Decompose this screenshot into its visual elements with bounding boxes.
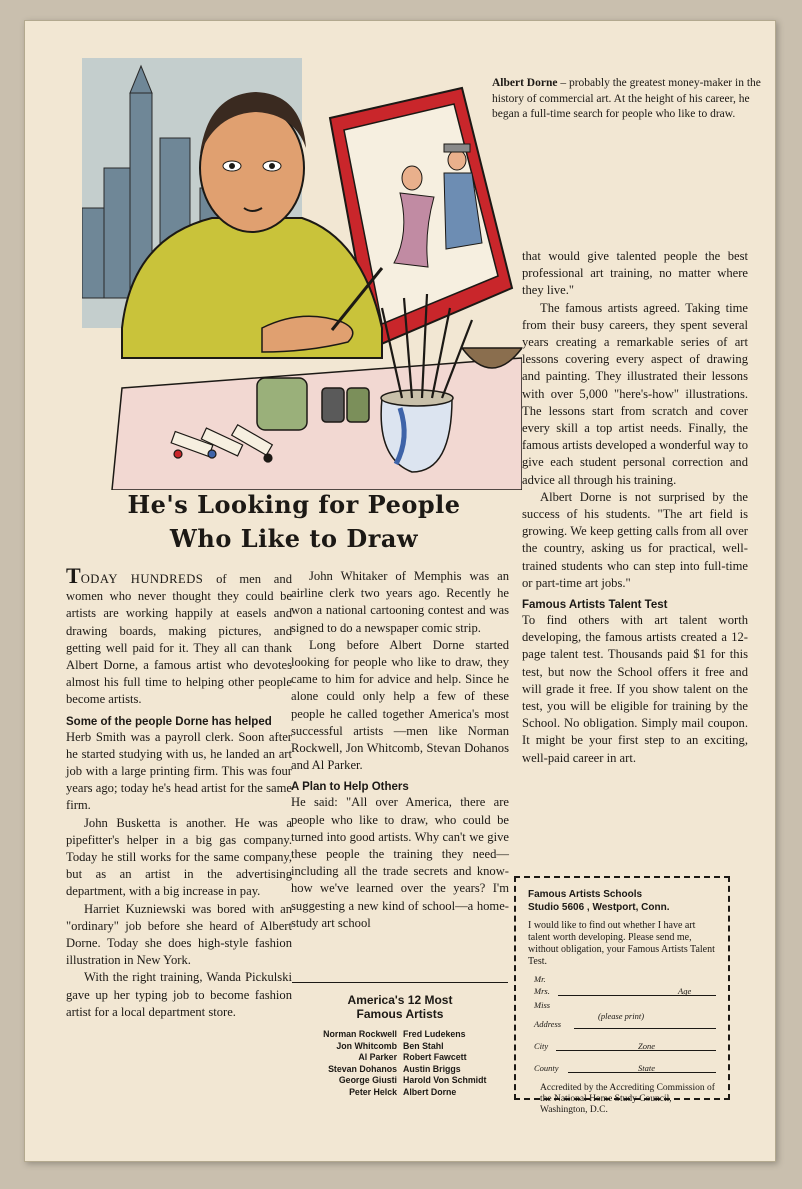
artist-illustration: [82, 58, 522, 490]
coupon-address-field[interactable]: [574, 1028, 716, 1029]
coupon-mr-label: Mr.: [534, 974, 546, 984]
intro-paragraph: [66, 563, 292, 709]
caption-name: Albert Dorne: [492, 77, 558, 89]
drop-cap: T: [66, 563, 81, 588]
paragraph-talent-test: To find others with art talent worth developing, the famous artists created a 12-page talent test. Thousands paid $1 for this test, but now the School offers it free and will grade it free. If you show talent on the test, you will be eligible for training by the School. No obligation. Simply mail coupon. It might be your first step to an exciting, well-paid career in art.: [522, 613, 748, 765]
paragraph-wanda: With the right training, Wanda Pickulski gave up her typing job to become fashion artist for a local department store.: [66, 970, 292, 1019]
paragraph-long-before: Long before Albert Dorne started looking for people who like to draw, they came to him for advice and help. Since he alone could only help a few of these people he called together America's most successful artists —men like Norman Rockwell, Jon Whitcomb, Stevan Dohanos and Al Parker.: [291, 637, 509, 773]
subheading-plan: A Plan to Help Others: [291, 781, 409, 794]
subheading-talent-test: Famous Artists Talent Test: [522, 599, 668, 612]
coupon-form: [528, 974, 716, 1075]
headline: [84, 488, 504, 556]
artist-name: Stevan Dohanos: [328, 1063, 397, 1074]
paragraph-he-said: He said: "All over America, there are people who like to draw, who could be turned into good artists. Why can't we give these people the training they need—including all the trade secrets and know-how we've learned over the years? I'm suggesting a new kind of school—a home-study art school: [291, 795, 509, 930]
coupon-city-field[interactable]: [556, 1050, 716, 1051]
coupon-city-line[interactable]: [528, 1031, 716, 1053]
coupon-header: [528, 888, 716, 914]
paragraph-not-surprised: Albert Dorne is not surprised by the success of his students. "The art field is growing. We keep getting calls from all over the country, asking us for practical, well-trained students who can step into full-time or part-time art jobs.": [522, 489, 748, 590]
magazine-page: [24, 20, 776, 1162]
coupon-state-label: State: [638, 1063, 655, 1073]
coupon-county-field[interactable]: [568, 1072, 716, 1073]
headline-line-2: Who Like to Draw: [169, 524, 419, 553]
coupon-mrs-label: Mrs.: [534, 986, 550, 996]
coupon-county-line[interactable]: [528, 1053, 716, 1075]
artist-name: Norman Rockwell: [323, 1029, 397, 1039]
coupon-request-text: I would like to find out whether I have art talent worth developing. Please send me, without obligation, your Famous Artists Talent Test.: [528, 920, 715, 967]
paragraph-john-busketta: John Busketta is another. He was a pipefitter's helper in a big gas company. Today he still works for the same company, but as an artist in the advertising department, with a big increase in pay.: [66, 815, 292, 899]
coupon-zone-label: Zone: [638, 1041, 655, 1051]
paragraph-artists-agreed: The famous artists agreed. Taking time from their busy careers, they spent several years creating a remarkable series of art lessons covering every aspect of drawing and painting. They illustrated their lessons with over 5,000 "here's-how" illustrations. The lessons start from scratch and cover every skill a top artist needs. Finally, the famous artists developed a wonderful way to give each student personal correction and advice all through his training.: [522, 300, 748, 487]
coupon-address-line[interactable]: [528, 1012, 716, 1031]
coupon-school: Famous Artists Schools: [528, 889, 643, 900]
coupon-city-label: City: [534, 1041, 549, 1051]
coupon-miss-line: [528, 998, 716, 1021]
mail-coupon[interactable]: [514, 876, 730, 1115]
paragraph-continued: that would give talented people the best professional art training, no matter where they live.": [522, 249, 748, 298]
intro-text: of men and women who never thought they could be artists are working happily at easels and drawing boards, making pictures, and getting well paid for it. They all can thank Albert Dorne, a famous artist who devotes almost his full time to helping other people become artists.: [66, 572, 292, 707]
famous-artists-title: [292, 993, 508, 1021]
coupon-address: Studio 5606 , Westport, Conn.: [528, 902, 670, 913]
coupon-address-label: Address: [534, 1019, 562, 1029]
coupon-name-field[interactable]: [558, 995, 716, 996]
artist-name: Fred Ludekens: [403, 1029, 466, 1039]
artist-name: Al Parker: [358, 1052, 397, 1062]
paragraph-john-whitaker: John Whitaker of Memphis was an airline clerk two years ago. Recently he won a national cartooning contest and was signed to do a newspaper comic strip.: [291, 569, 509, 635]
famous-artists-title-line-2: Famous Artists: [356, 1007, 444, 1021]
paragraph-herb-smith: Herb Smith was a payroll clerk. Soon after he started studying with us, he landed an art job with a large printing firm. This was four years ago; today he's head artist for the same firm.: [66, 729, 292, 813]
artist-name: Albert Dorne: [403, 1086, 457, 1097]
artist-name: Ben Stahl: [403, 1040, 444, 1051]
coupon-mrs-line: [528, 986, 716, 998]
headline-line-1: He's Looking for People: [127, 490, 461, 519]
artist-name: George Giusti: [338, 1075, 397, 1085]
famous-artists-title-line-1: America's 12 Most: [347, 993, 453, 1007]
coupon-age-label: Age: [678, 986, 692, 996]
article-column-2: [291, 568, 509, 932]
artist-name: Robert Fawcett: [403, 1052, 467, 1062]
illustration-caption: [492, 76, 768, 123]
famous-artists-list: [292, 1029, 508, 1098]
paragraph-harriet: Harriet Kuzniewski was bored with an "ordinary" job before she heard of Albert Dorne. Today she does high-style fashion illustration in New York.: [66, 901, 292, 968]
artist-name: Harold Von Schmidt: [403, 1075, 487, 1085]
caption-text: – probably the greatest money-maker in the history of commercial art. At the height of his career, he began a full-time search for people who like to draw.: [492, 77, 761, 120]
lead-caps: ODAY HUNDREDS: [80, 572, 204, 586]
coupon-mr-line: [528, 974, 716, 986]
coupon-accreditation: Accredited by the Accrediting Commission of the National Home Study Council, Washington, D.C.: [540, 1083, 715, 1115]
coupon-print-note: (please print): [598, 1011, 645, 1021]
article-column-3: [522, 248, 748, 767]
coupon-miss-label: Miss: [534, 1000, 551, 1010]
famous-artists-box: [292, 982, 508, 1098]
artist-name: Jon Whitcomb: [336, 1040, 397, 1051]
article-column-1: [66, 563, 292, 1021]
artist-name: Peter Helck: [349, 1086, 397, 1097]
artist-name: Austin Briggs: [403, 1063, 461, 1074]
subheading-helped: Some of the people Dorne has helped: [66, 715, 272, 728]
coupon-county-label: County: [534, 1063, 559, 1073]
